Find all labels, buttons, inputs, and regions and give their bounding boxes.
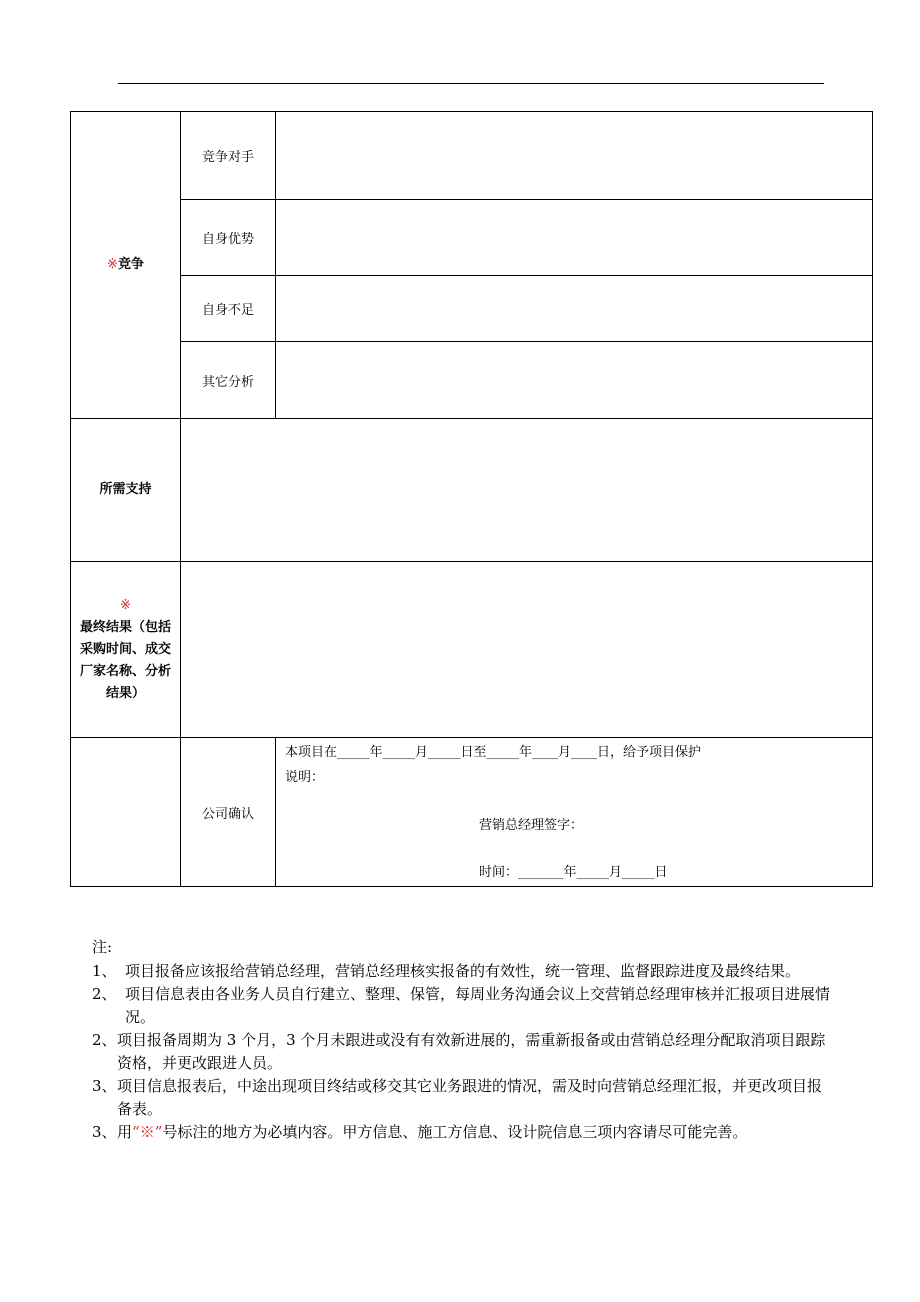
explanation-label: 说明： bbox=[285, 770, 325, 785]
own-advantage-field[interactable] bbox=[276, 200, 873, 276]
note-text bbox=[117, 1121, 832, 1144]
note-text: 项目信息表由各业务人员自行建立、整理、保管，每周业务沟通会议上交营销总经理审核并汇报项目进展情况。 bbox=[125, 985, 831, 1026]
note-number: 1、 bbox=[92, 962, 122, 980]
support-field[interactable] bbox=[181, 419, 873, 562]
note-text: 项目报备周期为 3 个月，3 个月未跟进或没有有效新进展的，需重新报备或由营销总经理分配取消项目跟踪资格，并更改跟进人员。 bbox=[117, 1031, 826, 1072]
competition-category-cell bbox=[71, 112, 181, 419]
support-label: 所需支持 bbox=[71, 419, 181, 562]
open-quote: “ bbox=[132, 1123, 140, 1141]
competition-label: 竞争 bbox=[117, 257, 144, 272]
manager-signature-label: 营销总经理签字： bbox=[479, 818, 584, 833]
final-result-label: 最终结果（包括采购时间、成交厂家名称、分析结果） bbox=[79, 619, 171, 701]
other-analysis-label: 其它分析 bbox=[181, 342, 276, 419]
required-mark: ※ bbox=[120, 597, 131, 613]
note-number: 2、 bbox=[92, 1031, 117, 1049]
note-number: 2、 bbox=[92, 985, 122, 1003]
required-mark: ※ bbox=[139, 1123, 155, 1141]
other-analysis-field[interactable] bbox=[276, 342, 873, 419]
own-weakness-field[interactable] bbox=[276, 276, 873, 342]
protection-period-line: 本项目在_____年_____月_____日至_____年____月____日，给予项目保护 bbox=[285, 745, 702, 760]
note-number: 3、 bbox=[92, 1123, 117, 1141]
header-rule bbox=[118, 83, 824, 84]
note-item bbox=[92, 1075, 832, 1121]
note-item bbox=[92, 983, 832, 1029]
note-item-required-legend bbox=[92, 1121, 832, 1144]
signature-date-line: 时间：_______年_____月_____日 bbox=[479, 865, 668, 880]
company-confirm-label: 公司确认 bbox=[181, 738, 276, 887]
final-result-category-cell bbox=[71, 562, 181, 738]
competitor-label: 竞争对手 bbox=[181, 112, 276, 200]
note-body: 号标注的地方为必填内容。甲方信息、施工方信息、设计院信息三项内容请尽可能完善。 bbox=[162, 1123, 748, 1141]
note-prefix: 用 bbox=[117, 1123, 133, 1141]
note-item bbox=[92, 1029, 832, 1075]
own-advantage-label: 自身优势 bbox=[181, 200, 276, 276]
final-result-field[interactable] bbox=[181, 562, 873, 738]
note-text: 项目报备应该报给营销总经理，营销总经理核实报备的有效性，统一管理、监督跟踪进度及最终结果。 bbox=[125, 962, 801, 980]
note-number: 3、 bbox=[92, 1077, 117, 1095]
notes-section bbox=[92, 936, 832, 1144]
required-mark: ※ bbox=[107, 257, 118, 272]
note-item bbox=[92, 960, 832, 983]
close-quote: ” bbox=[154, 1123, 163, 1141]
company-confirm-field[interactable] bbox=[276, 738, 873, 887]
confirm-empty-cell bbox=[71, 738, 181, 887]
note-text: 项目信息报表后，中途出现项目终结或移交其它业务跟进的情况，需及时向营销总经理汇报，并更改项目报备表。 bbox=[117, 1077, 823, 1118]
project-report-table bbox=[70, 111, 873, 887]
own-weakness-label: 自身不足 bbox=[181, 276, 276, 342]
notes-title: 注: bbox=[92, 938, 113, 956]
competitor-field[interactable] bbox=[276, 112, 873, 200]
